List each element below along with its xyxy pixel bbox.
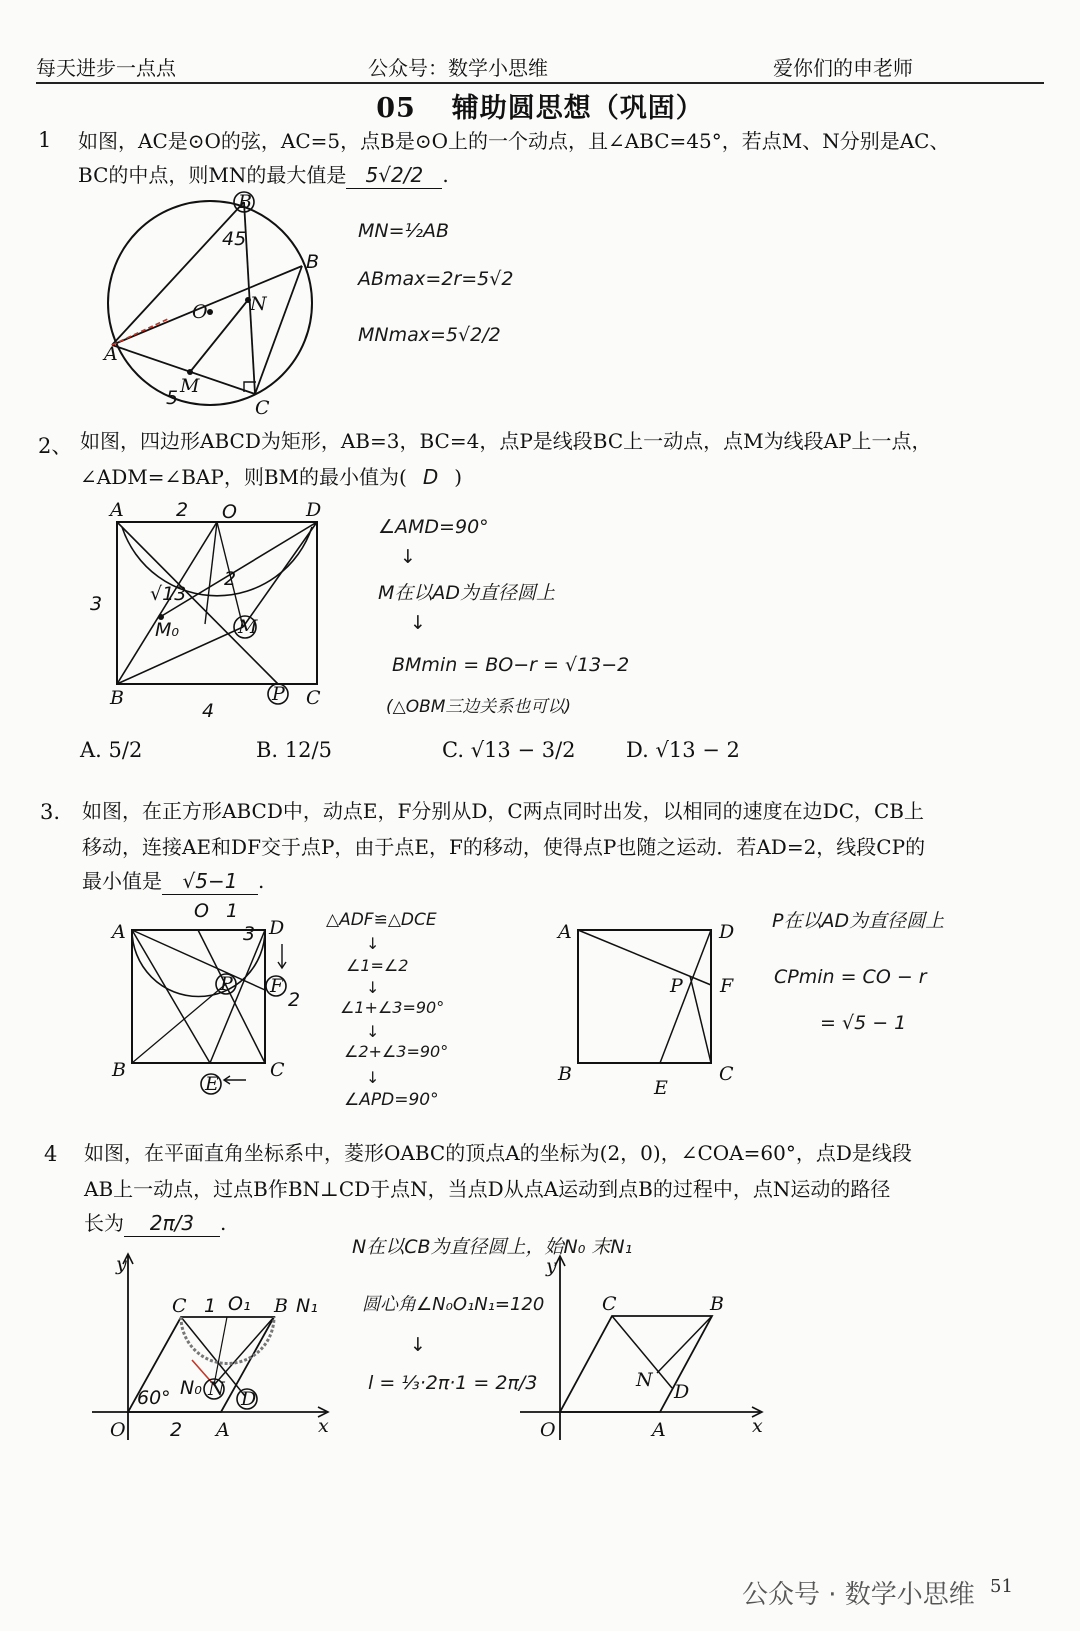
q4-text-line2: AB上一动点，过点B作BN⊥CD于点N，当点D从点A运动到点B的过程中，点N运动的路径 (84, 1177, 891, 1201)
q2-label-b: B (110, 687, 124, 709)
q2-note-1: ∠AMD=90° (378, 516, 489, 538)
q4-note-3: l = ⅓·2π·1 = 2π/3 (368, 1372, 538, 1394)
q4a-label-n0: N₀ (180, 1377, 202, 1399)
q2-prompt: ∠ADM=∠BAP，则BM的最小值为( (80, 465, 407, 489)
q2-text-line1: 如图，四边形ABCD为矩形，AB=3，BC=4，点P是线段BC上一动点，点M为线段AP上一点， (80, 429, 932, 453)
q3b-label-d: D (719, 921, 735, 943)
q4b-label-c: C (602, 1293, 617, 1315)
q3b-label-c: C (719, 1063, 734, 1085)
q2-note-arrow-1: ↓ (400, 546, 416, 568)
q2-label-o: O (222, 501, 237, 523)
q1-note-2: ABmax=2r=5√2 (358, 268, 514, 290)
q2-option-a-letter: A. (80, 738, 102, 762)
q4b-label-x: x (752, 1415, 763, 1437)
header-teacher: 爱你们的申老师 (773, 56, 913, 80)
q3a-label-a: A (112, 921, 126, 943)
q4-note-arrow: ↓ (410, 1334, 426, 1356)
q4-note-2: 圆心角∠N₀O₁N₁=120 (362, 1294, 545, 1315)
q3a-label-o: O (194, 900, 209, 922)
q2-note-arrow-2: ↓ (410, 612, 426, 634)
q4-period: . (220, 1211, 227, 1235)
q4a-label-two: 2 (170, 1419, 183, 1441)
q1-note-3: MNmax=5√2/2 (358, 324, 501, 346)
q4-note-1: N在以CB为直径圆上，始N₀ 末N₁ (352, 1236, 633, 1258)
q2-option-b-letter: B. (256, 738, 279, 762)
q2-option-d-value: √13 − 2 (655, 738, 740, 762)
q3-note-mid-5: ∠APD=90° (344, 1090, 439, 1110)
q1-label-a: A (104, 343, 118, 365)
q1-label-b: B (306, 251, 320, 273)
q3-note-mid-arrow-1: ↓ (366, 934, 380, 953)
q1-label-o: O (192, 301, 208, 323)
q3-text-line1: 如图，在正方形ABCD中，动点E，F分别从D，C两点同时出发，以相同的速度在边DC，CB上 (82, 799, 925, 823)
q4b-label-a: A (652, 1419, 666, 1441)
q2-option-c-letter: C. (442, 738, 464, 762)
q4-answer-blank: 2π/3 (124, 1210, 220, 1237)
q3-note-right-3: = √5 − 1 (820, 1012, 907, 1034)
q4a-label-one: 1 (204, 1295, 217, 1317)
question-number-1: 1 (38, 128, 52, 152)
q3a-label-d: D (269, 917, 285, 939)
section-title: 辅助圆思想（巩固） (451, 93, 704, 124)
q1-answer-blank: 5√2/2 (346, 162, 442, 189)
q2-label-two: 2 (176, 499, 189, 521)
q3-note-mid-1: △ADF≌△DCE (326, 910, 437, 930)
q3-note-mid-2: ∠1=∠2 (346, 956, 409, 975)
q2-option-a-value: 5/2 (108, 738, 143, 762)
q4b-label-b: B (710, 1293, 724, 1315)
q4a-label-y: y (116, 1253, 127, 1275)
q4a-label-n1: N₁ (296, 1295, 318, 1317)
q2-label-p: P (272, 683, 285, 705)
q3b-label-b: B (558, 1063, 572, 1085)
q2-label-radius: 2 (224, 568, 237, 590)
q4b-label-y: y (546, 1255, 557, 1277)
q2-paren: ) (454, 465, 463, 489)
q1-label-angle: 45 (222, 228, 247, 250)
q4b-label-n: N (636, 1369, 653, 1391)
q3-note-mid-arrow-3: ↓ (366, 1022, 380, 1041)
q3-note-right-1: P在以AD为直径圆上 (772, 910, 945, 932)
q3-note-mid-4: ∠2+∠3=90° (344, 1042, 449, 1061)
q4-prompt: 长为 (84, 1211, 124, 1235)
q3a-label-b: B (112, 1059, 126, 1081)
q4b-label-d: D (674, 1381, 690, 1403)
q4a-label-c: C (172, 1295, 187, 1317)
q3a-label-e: E (205, 1073, 219, 1095)
q1-label-n: N (250, 293, 267, 315)
q4a-label-d: D (241, 1388, 257, 1410)
q4a-label-o: O (110, 1419, 126, 1441)
q3-text-line2: 移动，连接AE和DF交于点P，由于点E，F的移动，使得点P也随之运动．若AD=2，线段CP的 (82, 835, 926, 859)
q2-note-3: BMmin = BO−r = √13−2 (392, 654, 630, 676)
q2-label-three: 3 (90, 593, 103, 615)
q3b-label-e: E (654, 1077, 668, 1099)
footer-watermark: 公众号 · 数学小思维 (742, 1580, 975, 1610)
q3-prompt: 最小值是 (82, 869, 162, 893)
q3b-label-a: A (558, 921, 572, 943)
q3a-label-p: P (220, 973, 233, 995)
q3-answer-blank: √5−1 (162, 868, 258, 895)
q4a-label-b: B (274, 1295, 288, 1317)
q4a-label-o1: O₁ (228, 1293, 251, 1315)
q2-label-a: A (110, 499, 124, 521)
q1-label-c: C (255, 397, 270, 419)
q3a-label-one: 1 (226, 900, 239, 922)
q3a-label-two: 2 (288, 989, 301, 1011)
q3-note-right-2: CPmin = CO − r (774, 966, 927, 988)
header-motto: 每天进步一点点 (36, 56, 176, 80)
q1-label-side: 5 (166, 387, 179, 409)
q4a-label-x: x (318, 1415, 329, 1437)
q1-label-m: M (180, 375, 200, 397)
q3-note-mid-3: ∠1+∠3=90° (340, 998, 445, 1017)
page-number: 51 (990, 1576, 1013, 1597)
q4a-label-60: 60° (137, 1387, 171, 1409)
q2-option-b-value: 12/5 (284, 738, 332, 762)
q2-label-four: 4 (202, 700, 215, 722)
q3a-label-three: 3 (243, 923, 256, 945)
q4b-label-o: O (540, 1419, 556, 1441)
q4-text-line1: 如图，在平面直角坐标系中，菱形OABC的顶点A的坐标为(2，0)，∠COA=60°，点D是线段 (84, 1141, 912, 1165)
q1-label-b-circled: B (238, 191, 252, 213)
q4a-label-n: N (208, 1378, 225, 1400)
q3a-label-c: C (270, 1059, 285, 1081)
q2-note-4: (△OBM三边关系也可以) (386, 697, 572, 717)
q3-period: . (258, 869, 265, 893)
q2-option-d-letter: D. (626, 738, 649, 762)
q2-answer: D (422, 465, 439, 489)
q2-option-c-value: √13 − 3/2 (470, 738, 576, 762)
q3-note-mid-arrow-2: ↓ (366, 978, 380, 997)
q2-note-2: M在以AD为直径圆上 (378, 582, 556, 604)
q2-label-c: C (306, 687, 321, 709)
q1-prompt: BC的中点，则MN的最大值是 (78, 163, 347, 187)
q2-label-m: M (238, 616, 258, 638)
q2-label-m0: M₀ (155, 619, 180, 641)
question-number-3: 3. (40, 800, 61, 824)
q3a-label-f: F (270, 975, 284, 997)
question-number-4: 4 (44, 1142, 58, 1166)
q3-note-mid-arrow-4: ↓ (366, 1068, 380, 1087)
section-number: 05 (376, 93, 416, 124)
q1-note-1: MN=½AB (358, 220, 449, 242)
q1-period: . (442, 163, 449, 187)
q4a-label-a: A (216, 1419, 230, 1441)
q2-label-sqrt13: √13 (150, 583, 187, 605)
q1-text-line1: 如图，AC是⊙O的弦，AC=5，点B是⊙O上的一个动点，且∠ABC=45°，若点M、N分别是AC、 (78, 129, 950, 153)
question-number-2: 2、 (38, 434, 73, 458)
header-account: 公众号：数学小思维 (368, 56, 548, 80)
q2-label-d: D (306, 499, 322, 521)
q3b-label-f: F (720, 975, 734, 997)
q3b-label-p: P (670, 975, 683, 997)
